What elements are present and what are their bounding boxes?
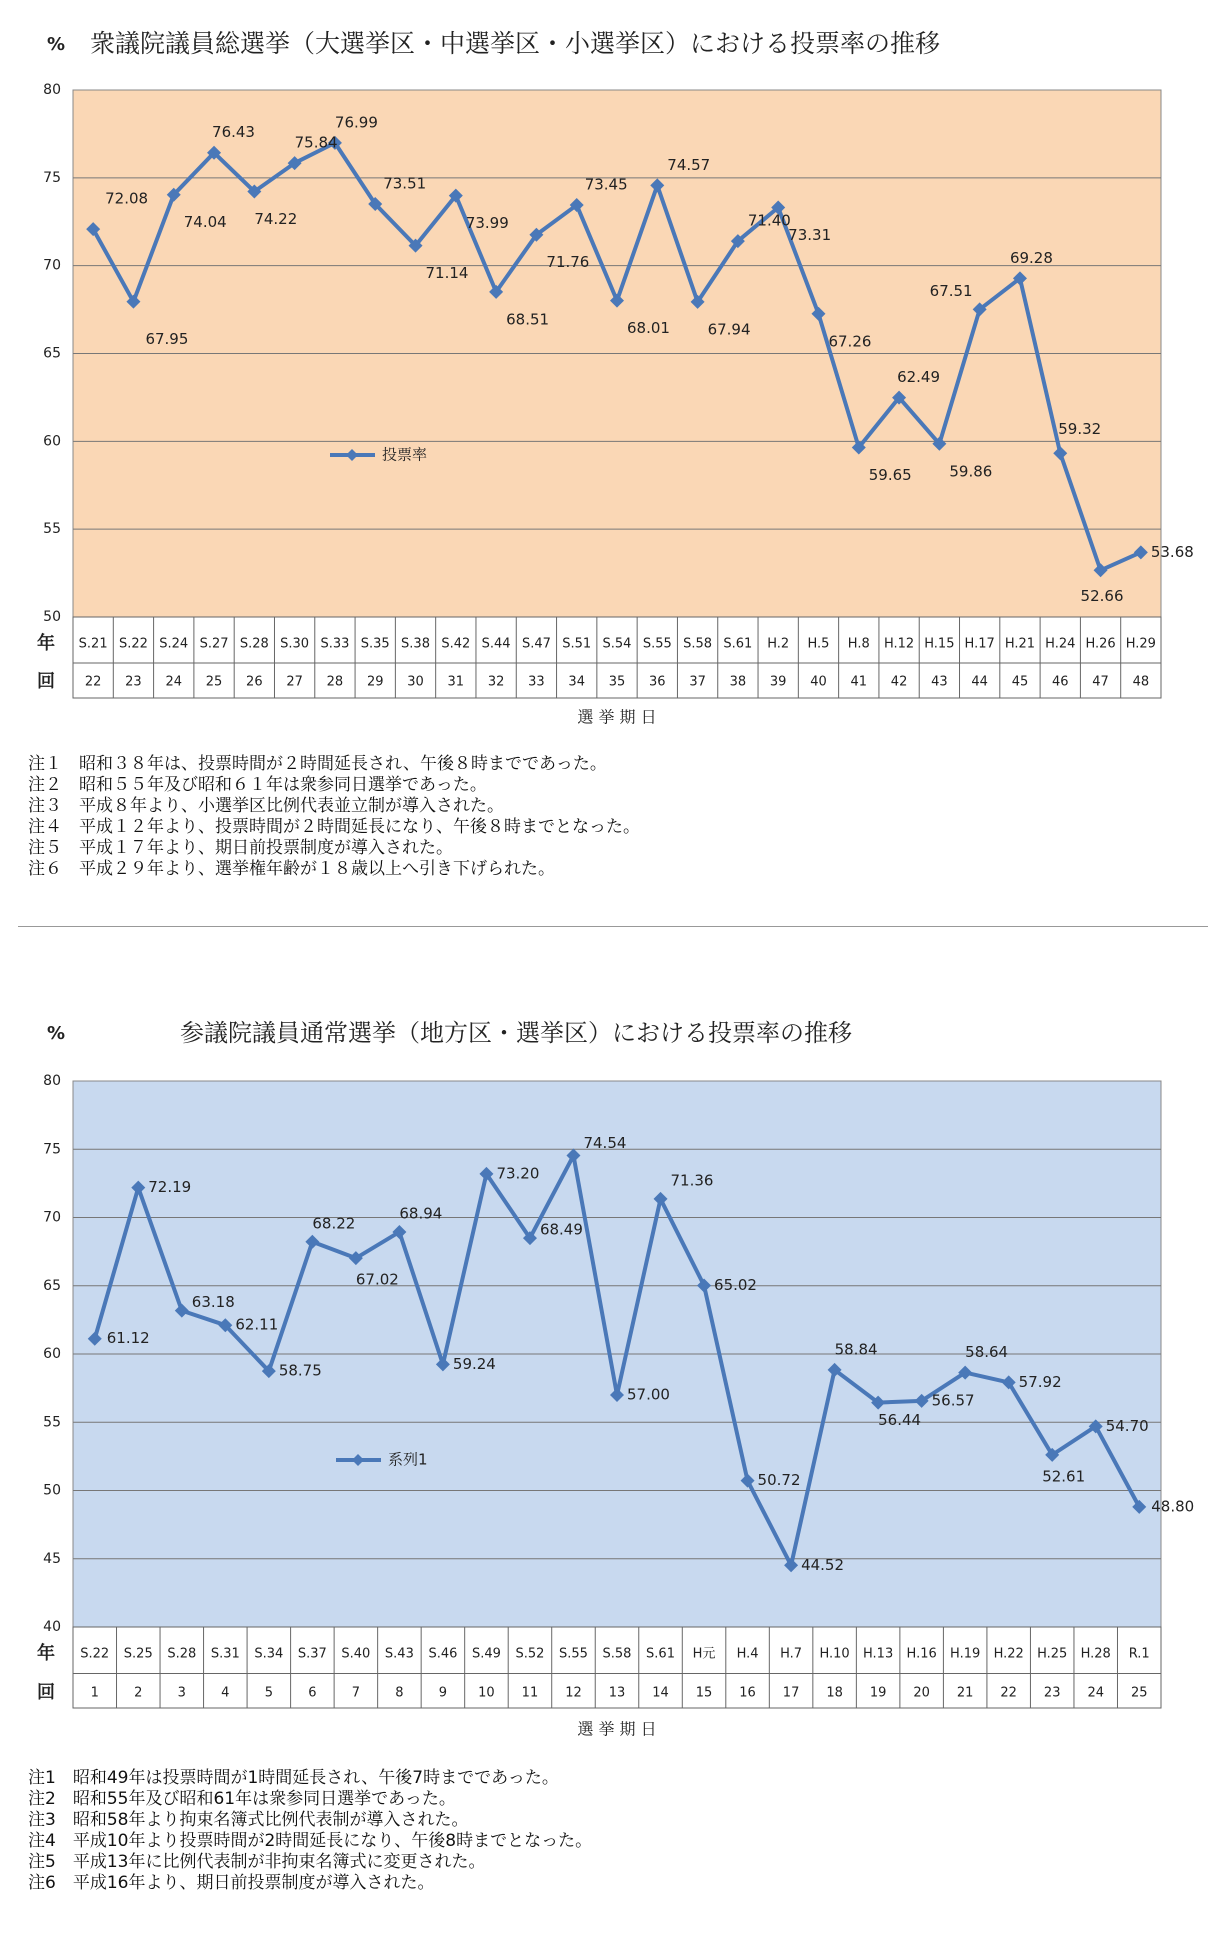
data-label: 74.04 bbox=[183, 213, 227, 232]
y-tick-label: 75 bbox=[43, 169, 61, 186]
x-tick-label: S.61 bbox=[723, 636, 753, 652]
note-line: 注1 昭和49年は投票時間が1時間延長され、午後7時までであった。 bbox=[28, 1768, 559, 1788]
x-tick-label: S.44 bbox=[481, 636, 511, 652]
round-label: 35 bbox=[608, 674, 626, 690]
round-label: 3 bbox=[177, 1685, 186, 1701]
x-tick-label: S.28 bbox=[167, 1646, 197, 1662]
data-label: 73.31 bbox=[788, 226, 832, 245]
data-label: 74.57 bbox=[667, 155, 711, 174]
round-label: 4 bbox=[221, 1685, 230, 1701]
data-label: 58.84 bbox=[834, 1340, 878, 1359]
x-tick-label: S.46 bbox=[428, 1646, 458, 1662]
data-label: 68.01 bbox=[627, 319, 670, 338]
note-line: 注3 昭和58年より拘束名簿式比例代表制が導入された。 bbox=[28, 1810, 469, 1830]
round-label: 41 bbox=[850, 674, 868, 690]
x-tick-label: H.7 bbox=[780, 1646, 803, 1662]
x-tick-label: H.15 bbox=[924, 636, 955, 652]
data-label: 69.28 bbox=[1009, 248, 1053, 267]
y-tick-label: 55 bbox=[43, 1414, 61, 1431]
x-tick-label: S.21 bbox=[78, 636, 108, 652]
round-label: 18 bbox=[826, 1685, 843, 1701]
x-tick-label: H.29 bbox=[1125, 636, 1156, 652]
x-tick-label: H.12 bbox=[883, 636, 915, 652]
x-tick-label: S.37 bbox=[297, 1646, 327, 1662]
x-tick-label: S.22 bbox=[80, 1646, 110, 1662]
round-label: 43 bbox=[931, 674, 948, 690]
x-tick-label: S.35 bbox=[360, 636, 390, 652]
round-label: 22 bbox=[1000, 1685, 1017, 1701]
x-tick-label: S.58 bbox=[683, 636, 713, 652]
data-label: 67.95 bbox=[145, 330, 189, 349]
round-label: 17 bbox=[782, 1685, 800, 1701]
row-label-round: 回 bbox=[37, 1682, 55, 1703]
data-label: 71.76 bbox=[546, 253, 590, 272]
round-label: 26 bbox=[246, 674, 263, 690]
legend-label: 投票率 bbox=[382, 445, 428, 464]
x-tick-label: S.55 bbox=[559, 1646, 588, 1662]
round-label: 14 bbox=[652, 1685, 669, 1701]
data-label: 53.68 bbox=[1150, 542, 1194, 561]
y-tick-label: 60 bbox=[43, 433, 61, 450]
round-label: 6 bbox=[308, 1685, 317, 1701]
data-label: 52.66 bbox=[1080, 586, 1124, 605]
round-label: 36 bbox=[649, 674, 666, 690]
y-tick-label: 70 bbox=[43, 257, 61, 274]
note-line: 注１ 昭和３８年は、投票時間が２時間延長され、午後８時までであった。 bbox=[28, 754, 607, 774]
row-label-year: 年 bbox=[37, 1643, 55, 1664]
round-label: 25 bbox=[205, 674, 223, 690]
x-axis-label: 選 挙 期 日 bbox=[577, 707, 657, 727]
data-label: 73.45 bbox=[584, 175, 628, 194]
round-label: 23 bbox=[1043, 1685, 1061, 1701]
chart-2 bbox=[73, 1081, 1161, 1708]
x-tick-label: S.34 bbox=[254, 1646, 284, 1662]
data-label: 67.02 bbox=[355, 1270, 399, 1289]
data-label: 74.22 bbox=[254, 210, 298, 229]
note-line: 注2 昭和55年及び昭和61年は衆参同日選挙であった。 bbox=[28, 1789, 456, 1809]
x-tick-label: S.28 bbox=[239, 636, 269, 652]
data-label: 52.61 bbox=[1042, 1467, 1086, 1486]
x-tick-label: H.5 bbox=[807, 636, 830, 652]
round-label: 25 bbox=[1130, 1685, 1148, 1701]
data-label: 58.64 bbox=[965, 1343, 1009, 1362]
data-label: 54.70 bbox=[1105, 1416, 1149, 1435]
x-tick-label: S.52 bbox=[515, 1646, 545, 1662]
round-label: 44 bbox=[971, 674, 988, 690]
note-line: 注５ 平成１７年より、期日前投票制度が導入された。 bbox=[28, 838, 453, 858]
round-label: 48 bbox=[1132, 674, 1150, 690]
x-tick-label: H.21 bbox=[1004, 636, 1036, 652]
chart-title: 衆議院議員総選挙（大選挙区・中選挙区・小選挙区）における投票率の推移 bbox=[90, 29, 941, 58]
round-label: 19 bbox=[869, 1685, 887, 1701]
round-label: 10 bbox=[478, 1685, 495, 1701]
round-label: 22 bbox=[84, 674, 102, 690]
data-label: 73.51 bbox=[383, 174, 427, 193]
round-label: 28 bbox=[326, 674, 344, 690]
y-tick-label: 50 bbox=[43, 1482, 61, 1499]
data-label: 59.32 bbox=[1058, 419, 1102, 438]
x-tick-label: H.10 bbox=[819, 1646, 850, 1662]
data-label: 76.43 bbox=[212, 123, 255, 142]
data-label: 73.20 bbox=[496, 1164, 540, 1183]
row-label-round: 回 bbox=[37, 671, 55, 692]
data-label: 68.94 bbox=[399, 1204, 443, 1223]
round-label: 7 bbox=[351, 1685, 361, 1701]
round-label: 37 bbox=[689, 674, 706, 690]
x-tick-label: H元 bbox=[692, 1646, 716, 1662]
x-tick-label: S.51 bbox=[562, 636, 592, 652]
round-label: 13 bbox=[608, 1685, 626, 1701]
data-label: 59.86 bbox=[949, 462, 993, 481]
round-label: 33 bbox=[528, 674, 545, 690]
round-label: 45 bbox=[1011, 674, 1029, 690]
chart-title: 参議院議員通常選挙（地方区・選挙区）における投票率の推移 bbox=[180, 1019, 852, 1047]
x-tick-label: S.58 bbox=[602, 1646, 632, 1662]
round-label: 29 bbox=[366, 674, 384, 690]
data-label: 74.54 bbox=[583, 1134, 627, 1153]
x-tick-label: H.2 bbox=[767, 636, 790, 652]
section-divider bbox=[18, 926, 1208, 927]
data-label: 61.12 bbox=[106, 1329, 150, 1348]
y-tick-label: 70 bbox=[43, 1209, 61, 1226]
x-tick-label: S.61 bbox=[646, 1646, 675, 1662]
round-label: 30 bbox=[407, 674, 424, 690]
x-tick-label: S.54 bbox=[602, 636, 632, 652]
x-tick-label: H.19 bbox=[950, 1646, 981, 1662]
note-line: 注２ 昭和５５年及び昭和６１年は衆参同日選挙であった。 bbox=[28, 775, 487, 795]
data-label: 68.49 bbox=[539, 1220, 583, 1239]
round-label: 24 bbox=[165, 674, 183, 690]
y-unit-label: % bbox=[46, 1023, 66, 1044]
data-label: 58.75 bbox=[278, 1361, 322, 1380]
x-tick-label: H.28 bbox=[1080, 1646, 1111, 1662]
row-label-year: 年 bbox=[37, 633, 55, 654]
x-tick-label: S.31 bbox=[210, 1646, 240, 1662]
round-label: 46 bbox=[1051, 674, 1069, 690]
x-tick-label: H.22 bbox=[993, 1646, 1024, 1662]
data-label: 57.92 bbox=[1018, 1372, 1062, 1391]
y-tick-label: 65 bbox=[43, 1277, 61, 1294]
data-label: 57.00 bbox=[627, 1385, 670, 1404]
round-label: 16 bbox=[739, 1685, 756, 1701]
x-tick-label: R.1 bbox=[1128, 1646, 1150, 1662]
note-line: 注６ 平成２９年より、選挙権年齢が１８歳以上へ引き下げられた。 bbox=[28, 859, 555, 879]
round-label: 39 bbox=[769, 674, 787, 690]
y-tick-label: 45 bbox=[43, 1550, 61, 1567]
y-tick-label: 60 bbox=[43, 1346, 61, 1362]
data-label: 50.72 bbox=[757, 1471, 801, 1490]
data-label: 76.99 bbox=[334, 113, 378, 132]
data-label: 75.84 bbox=[294, 133, 338, 152]
x-tick-label: S.55 bbox=[642, 636, 672, 652]
round-label: 31 bbox=[447, 674, 465, 690]
y-unit-label: % bbox=[46, 34, 66, 55]
data-label: 56.44 bbox=[878, 1411, 922, 1430]
note-line: 注４ 平成１２年より、投票時間が２時間延長になり、午後８時までとなった。 bbox=[28, 817, 640, 837]
data-label: 68.22 bbox=[312, 1214, 356, 1233]
x-tick-label: S.40 bbox=[341, 1646, 371, 1662]
x-tick-label: S.27 bbox=[199, 636, 229, 652]
x-tick-label: H.8 bbox=[847, 636, 870, 652]
data-label: 67.26 bbox=[828, 332, 872, 351]
x-tick-label: S.33 bbox=[320, 636, 350, 652]
x-tick-label: S.42 bbox=[441, 636, 471, 652]
data-label: 59.65 bbox=[868, 465, 912, 484]
y-tick-label: 75 bbox=[43, 1141, 61, 1158]
data-label: 48.80 bbox=[1151, 1497, 1195, 1516]
x-tick-label: S.22 bbox=[118, 636, 148, 652]
round-label: 15 bbox=[695, 1685, 713, 1701]
round-label: 34 bbox=[568, 674, 585, 690]
round-label: 24 bbox=[1087, 1685, 1104, 1701]
round-label: 20 bbox=[913, 1685, 930, 1701]
data-label: 67.94 bbox=[707, 320, 751, 339]
round-label: 38 bbox=[729, 674, 747, 690]
data-label: 71.36 bbox=[670, 1171, 714, 1190]
x-tick-label: H.24 bbox=[1045, 636, 1076, 652]
data-label: 71.40 bbox=[747, 211, 791, 230]
x-tick-label: S.43 bbox=[384, 1646, 414, 1662]
x-tick-label: H.26 bbox=[1085, 636, 1116, 652]
data-label: 44.52 bbox=[801, 1555, 845, 1574]
y-tick-label: 65 bbox=[43, 345, 61, 362]
x-tick-label: S.25 bbox=[123, 1646, 153, 1662]
y-tick-label: 80 bbox=[43, 82, 61, 98]
round-label: 8 bbox=[395, 1685, 404, 1701]
x-tick-label: S.47 bbox=[521, 636, 551, 652]
data-label: 72.08 bbox=[105, 189, 149, 208]
data-label: 63.18 bbox=[191, 1293, 235, 1312]
x-tick-label: S.24 bbox=[159, 636, 189, 652]
x-tick-label: S.38 bbox=[401, 636, 430, 652]
data-label: 62.49 bbox=[897, 368, 941, 387]
legend-label: 系列1 bbox=[388, 1450, 428, 1469]
x-tick-label: H.4 bbox=[736, 1646, 759, 1662]
round-label: 32 bbox=[487, 674, 505, 690]
note-line: 注6 平成16年より、期日前投票制度が導入された。 bbox=[28, 1873, 435, 1893]
data-label: 71.14 bbox=[425, 264, 469, 283]
x-axis-label: 選 挙 期 日 bbox=[577, 1719, 657, 1739]
round-label: 2 bbox=[134, 1685, 143, 1701]
data-label: 68.51 bbox=[506, 310, 550, 329]
round-label: 12 bbox=[565, 1685, 582, 1701]
round-label: 1 bbox=[90, 1685, 99, 1701]
y-tick-label: 50 bbox=[43, 609, 61, 625]
data-label: 56.57 bbox=[931, 1391, 975, 1410]
data-label: 73.99 bbox=[465, 214, 509, 233]
x-tick-label: S.49 bbox=[471, 1646, 501, 1662]
x-tick-label: S.30 bbox=[280, 636, 310, 652]
note-line: 注３ 平成８年より、小選挙区比例代表並立制が導入された。 bbox=[28, 796, 504, 816]
x-tick-label: H.17 bbox=[964, 636, 995, 652]
data-label: 72.19 bbox=[148, 1178, 192, 1197]
round-label: 11 bbox=[521, 1685, 539, 1701]
x-tick-label: H.25 bbox=[1037, 1646, 1068, 1662]
note-line: 注5 平成13年に比例代表制が非拘束名簿式に変更された。 bbox=[28, 1852, 486, 1872]
x-tick-label: H.13 bbox=[863, 1646, 894, 1662]
y-tick-label: 80 bbox=[43, 1073, 61, 1089]
y-tick-label: 40 bbox=[43, 1619, 61, 1635]
round-label: 9 bbox=[438, 1685, 448, 1701]
x-tick-label: H.16 bbox=[906, 1646, 937, 1662]
data-label: 59.24 bbox=[452, 1354, 496, 1373]
round-label: 40 bbox=[810, 674, 827, 690]
note-line: 注4 平成10年より投票時間が2時間延長になり、午後8時までとなった。 bbox=[28, 1831, 593, 1851]
round-label: 27 bbox=[286, 674, 303, 690]
round-label: 23 bbox=[125, 674, 142, 690]
round-label: 5 bbox=[264, 1685, 273, 1701]
round-label: 21 bbox=[956, 1685, 974, 1701]
data-label: 65.02 bbox=[714, 1275, 757, 1294]
data-label: 67.51 bbox=[929, 281, 973, 300]
y-tick-label: 55 bbox=[43, 521, 61, 538]
round-label: 42 bbox=[890, 674, 908, 690]
data-label: 62.11 bbox=[235, 1315, 279, 1334]
round-label: 47 bbox=[1092, 674, 1109, 690]
